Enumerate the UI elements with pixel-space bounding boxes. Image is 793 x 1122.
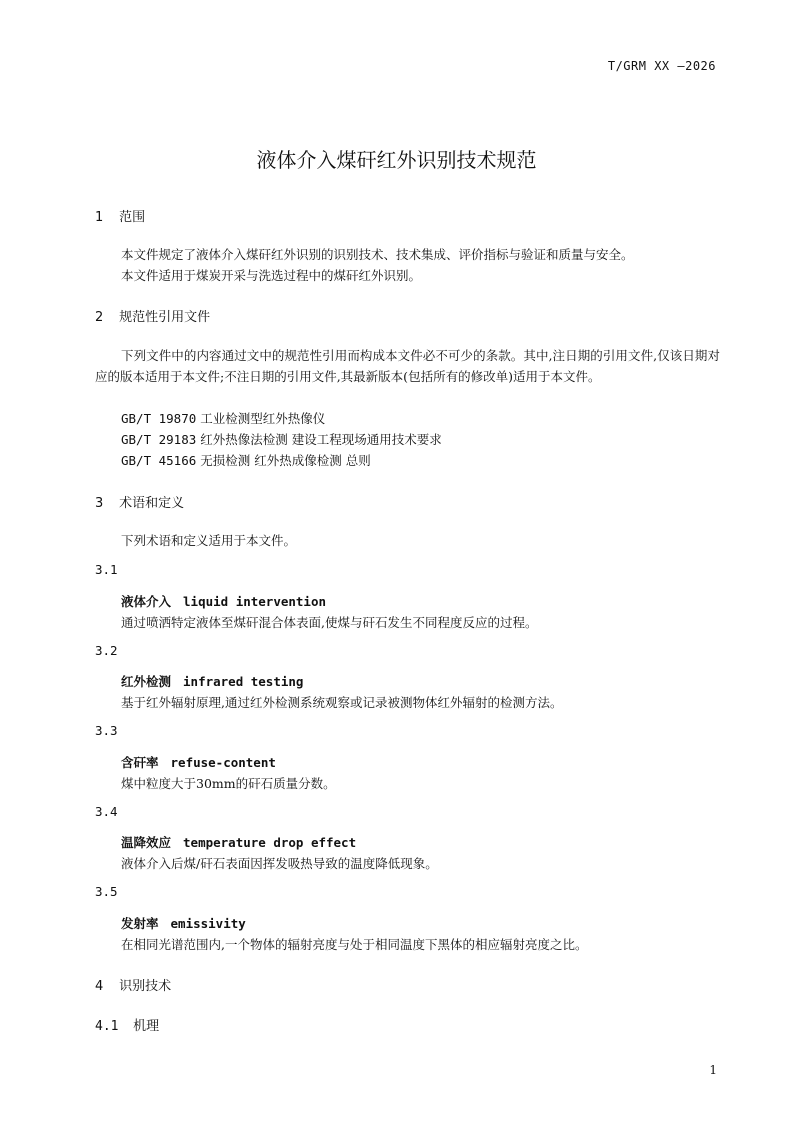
- term-number: 3.1: [95, 562, 118, 577]
- scope-paragraph-2: 本文件适用于煤炭开采与洗选过程中的煤矸红外识别。: [121, 268, 422, 283]
- section-number: 1: [95, 210, 104, 225]
- section-4-1-heading: [95, 1015, 159, 1034]
- term-number: 3.2: [95, 643, 118, 658]
- section-title: 范围: [119, 210, 146, 225]
- term-definition: 通过喷洒特定液体至煤矸混合体表面,使煤与矸石发生不同程度反应的过程。: [121, 615, 538, 630]
- term-heading: [121, 672, 303, 690]
- term-chinese: 温降效应: [121, 835, 172, 850]
- reference-code: GB/T 29183: [121, 432, 197, 447]
- section-1-heading: [95, 206, 145, 225]
- term-number: 3.4: [95, 804, 118, 819]
- references-intro: 下列文件中的内容通过文中的规范性引用而构成本文件必不可少的条款。其中,注日期的引用文件,仅该日期对应的版本适用于本文件;不注日期的引用文件,其最新版本(包括所有的修改单)适用于本文件。: [95, 348, 720, 384]
- section-number: 4.1: [95, 1019, 119, 1034]
- term-definition: 在相同光谱范围内,一个物体的辐射亮度与处于相同温度下黑体的相应辐射亮度之比。: [121, 937, 588, 952]
- term-heading: [121, 753, 276, 771]
- reference-name: 红外热像法检测 建设工程现场通用技术要求: [200, 432, 442, 447]
- term-definition: 煤中粒度大于30mm的矸石质量分数。: [121, 776, 336, 791]
- term-chinese: 含矸率: [121, 755, 159, 770]
- section-2-heading: [95, 306, 210, 325]
- section-title: 规范性引用文件: [119, 310, 211, 325]
- section-title: 术语和定义: [119, 496, 185, 511]
- scope-paragraph-1: 本文件规定了液体介入煤矸红外识别的识别技术、技术集成、评价指标与验证和质量与安全。: [121, 247, 634, 262]
- term-heading: [121, 592, 326, 610]
- terms-intro: 下列术语和定义适用于本文件。: [121, 533, 297, 548]
- term-chinese: 红外检测: [121, 674, 172, 689]
- term-english: liquid intervention: [183, 594, 327, 609]
- term-chinese: 液体介入: [121, 594, 172, 609]
- section-number: 3: [95, 496, 104, 511]
- reference-item: [121, 409, 325, 427]
- section-number: 4: [95, 979, 104, 994]
- term-heading: [121, 914, 246, 932]
- reference-name: 无损检测 红外热成像检测 总则: [200, 453, 371, 468]
- section-4-heading: [95, 975, 171, 994]
- page-number: 1: [709, 1063, 717, 1077]
- term-definition: 液体介入后煤/矸石表面因挥发吸热导致的温度降低现象。: [121, 856, 438, 871]
- standard-code: T/GRM XX —2026: [607, 59, 716, 73]
- section-3-heading: [95, 492, 184, 511]
- reference-code: GB/T 45166: [121, 453, 197, 468]
- term-heading: [121, 833, 356, 851]
- term-english: refuse-content: [170, 755, 276, 770]
- term-definition: 基于红外辐射原理,通过红外检测系统观察或记录被测物体红外辐射的检测方法。: [121, 695, 563, 710]
- document-title: 液体介入煤矸红外识别技术规范: [256, 148, 537, 172]
- reference-code: GB/T 19870: [121, 411, 197, 426]
- section-title: 识别技术: [119, 979, 172, 994]
- reference-name: 工业检测型红外热像仪: [200, 411, 326, 426]
- reference-item: [121, 430, 442, 448]
- section-number: 2: [95, 310, 104, 325]
- section-title: 机理: [133, 1019, 160, 1034]
- term-chinese: 发射率: [121, 916, 159, 931]
- term-number: 3.3: [95, 723, 118, 738]
- term-number: 3.5: [95, 884, 118, 899]
- term-english: temperature drop effect: [183, 835, 357, 850]
- term-english: infrared testing: [183, 674, 304, 689]
- term-english: emissivity: [170, 916, 246, 931]
- reference-item: [121, 451, 371, 469]
